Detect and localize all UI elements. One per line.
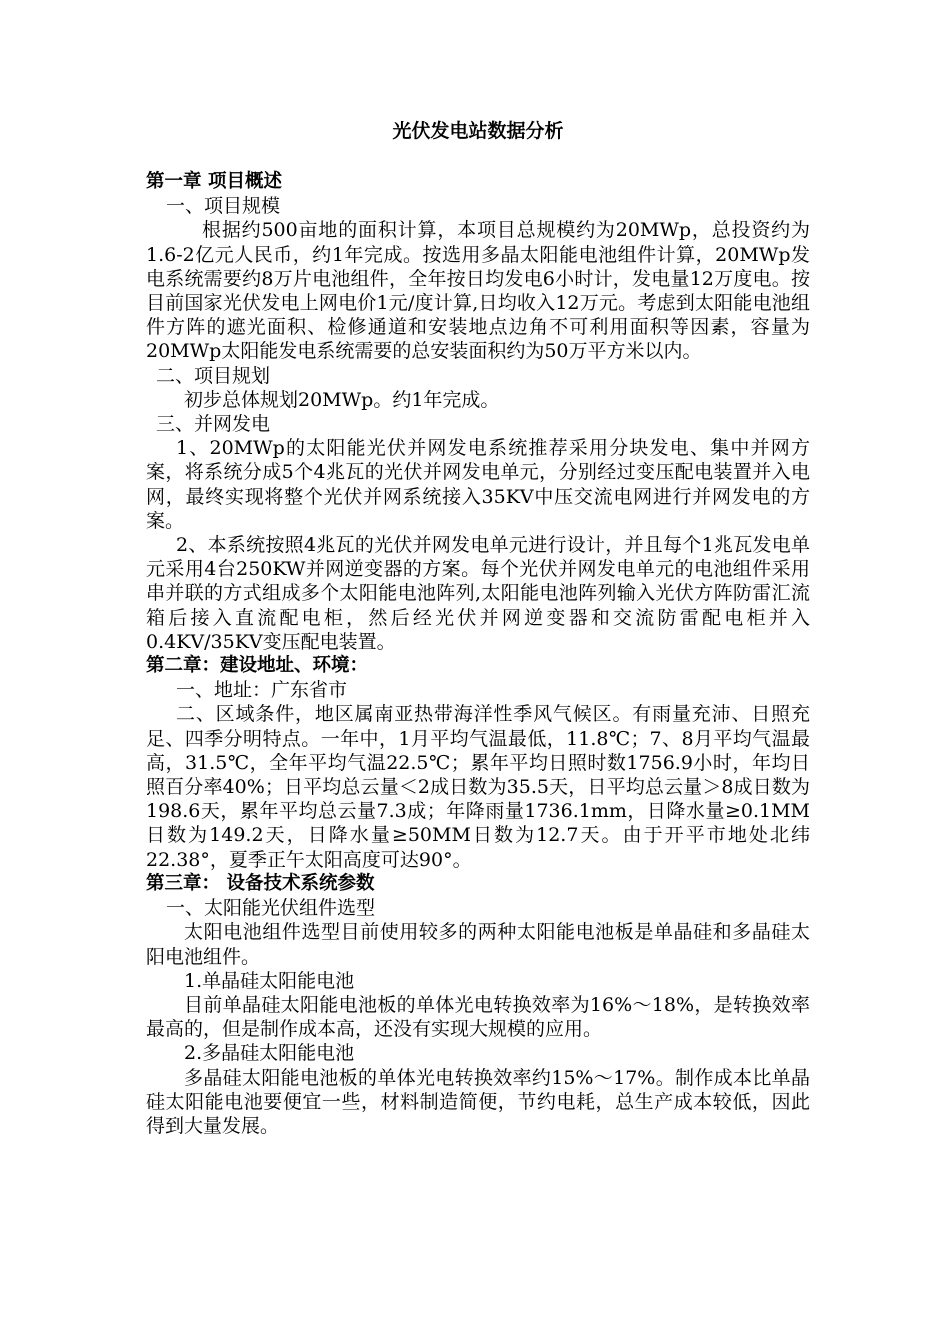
document-page [146, 118, 810, 1138]
document-title: 光伏发电站数据分析 [392, 120, 564, 142]
paragraph: 多晶硅太阳能电池板的单体光电转换效率约15%～17%。制作成本比单晶硅太阳能电池要便宜一些，材料制造简便，节约电耗，总生产成本较低，因此得到大量发展。 [146, 1066, 810, 1137]
paragraph: 二、区域条件，地区属南亚热带海洋性季风气候区。有雨量充沛、日照充足、四季分明特点。一年中，1月平均气温最低，11.8℃；7、8月平均气温最高，31.5℃，全年平均气温22.5℃；累年平均日照时数1756.9小时，年均日照百分率40%；日平均总云量＜2成日数为35.5天，日平均总云量＞8成日数为198.6天，累年平均总云量7.3成；年降雨量1736.1mm，日降水量≥0.1MM日数为149.2天，日降水量≥50MM日数为12.7天。由于开平市地处北纬22.38°，夏季正午太阳高度可达90°。 [146, 703, 810, 871]
section-heading: 一、太阳能光伏组件选型 [166, 897, 376, 920]
paragraph: 目前单晶硅太阳能电池板的单体光电转换效率为16%～18%，是转换效率最高的，但是制作成本高，还没有实现大规模的应用。 [146, 993, 810, 1041]
paragraph: 一、地址：广东省市 [176, 679, 348, 702]
section-heading: 三、并网发电 [156, 413, 271, 436]
paragraph: 初步总体规划20MWp。约1年完成。 [184, 388, 500, 411]
paragraph: 根据约500亩地的面积计算，本项目总规模约为20MWp，总投资约为1.6-2亿元人民币，约1年完成。按选用多晶太阳能电池组件计算，20MWp发电系统需要约8万片电池组件，全年按日均发电6小时计，发电量12万度电。按目前国家光伏发电上网电价1元/度计算,日均收入12万元。考虑到太阳能电池组件方阵的遮光面积、检修通道和安装地点边角不可利用面积等因素，容量为20MWp太阳能发电系统需要的总安装面积约为50万平方米以内。 [146, 219, 810, 363]
paragraph: 2、本系统按照4兆瓦的光伏并网发电单元进行设计，并且每个1兆瓦发电单元采用4台250KW并网逆变器的方案。每个光伏并网发电单元的电池组件采用串并联的方式组成多个太阳能电池阵列,太阳能电池阵列输入光伏方阵防雷汇流箱后接入直流配电柜，然后经光伏并网逆变器和交流防雷配电柜并入0.4KV/35KV变压配电装置。 [146, 534, 810, 653]
chapter-3-heading: 第三章： 设备技术系统参数 [146, 872, 375, 894]
subsection-heading: 2.多晶硅太阳能电池 [184, 1042, 355, 1065]
subsection-heading: 1.单晶硅太阳能电池 [184, 969, 355, 992]
section-heading: 一、项目规模 [166, 195, 281, 218]
paragraph: 太阳电池组件选型目前使用较多的两种太阳能电池板是单晶硅和多晶硅太阳电池组件。 [146, 921, 810, 968]
chapter-1-heading: 第一章 项目概述 [146, 171, 282, 192]
paragraph: 1、20MWp的太阳能光伏并网发电系统推荐采用分块发电、集中并网方案，将系统分成5个4兆瓦的光伏并网发电单元，分别经过变压配电装置并入电网，最终实现将整个光伏并网系统接入35KV中压交流电网进行并网发电的方案。 [146, 437, 810, 532]
chapter-2-heading: 第二章：建设地址、环境： [146, 655, 369, 677]
section-heading: 二、项目规划 [156, 364, 271, 387]
